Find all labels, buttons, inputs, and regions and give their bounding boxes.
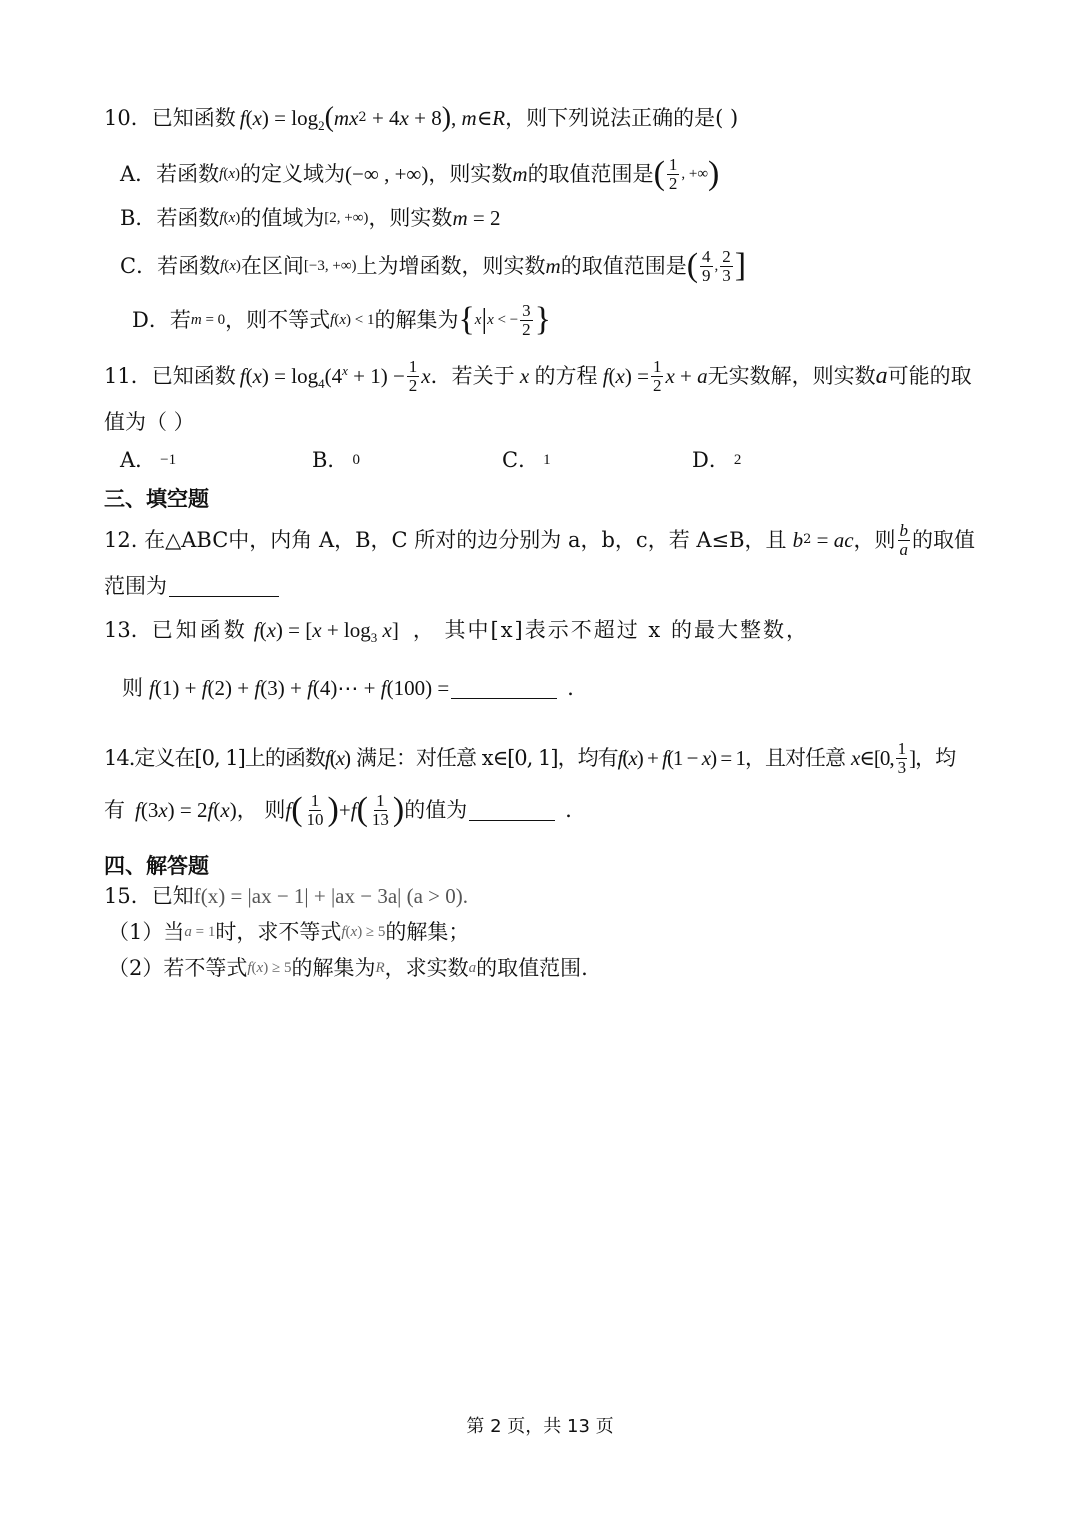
q10-option-b: B． 若函数 f ( x ) 的值域为 [2, +∞) ，则实数 m = 2 xyxy=(120,206,501,230)
section-fill-in: 三、填空题 xyxy=(104,487,209,511)
q14-stem: 14. 定义在[0, 1]上的函数 f ( x ) 满足：对任意 x∈[0, 1]，均有 f ( x ) + f (1 − x ) = 1 ，且对任意 x ∈[0, $\frac{1}{3}$ ] ，均 xyxy=(104,739,956,777)
q15-part1: （1）当 a = 1 时，求不等式 f ( x ) ≥ 5 的解集； xyxy=(108,920,470,944)
q11-option-c: C． 1 xyxy=(502,448,551,472)
q10-option-d: D． 若 m = 0 ，则不等式 f ( x ) < 1 的解集为 { x | x < − $\frac{3}{2}$ } xyxy=(132,301,551,339)
q13-sum: 则 f (1) + f (2) + f (3) + f (4)⋯ + f (100) = ． xyxy=(122,676,589,700)
q13-stem: 13． 已知函数 f ( x ) = [ x + $\log_3$ x ] ， 其中[x]表示不超过 x 的最大整数， xyxy=(104,618,809,646)
q10-option-c: C． 若函数 f ( x ) 在区间 [−3, +∞) 上为增函数，则实数 m 的取值范围是 ( $\frac{4}{9}$ , $\frac{2}{3}$ ] xyxy=(120,247,747,285)
q11-option-d: D． 2 xyxy=(692,448,742,472)
q10-option-a: A． 若函数 f ( x ) 的定义域为 (−∞ , +∞) ，则实数 m 的取值范围是 ( $\frac{1}{2}$ , +∞ ) xyxy=(120,155,720,193)
section-solve: 四、解答题 xyxy=(104,854,209,878)
q11-option-b: B． 0 xyxy=(312,448,360,472)
q10-stem: 10． 已知函数 f ( x ) = $\log_2$ ( mx 2 + 4 x + 8 ) , m ∈ R ，则下列说法正确的是 ( ) xyxy=(104,102,739,133)
q12-answer-blank[interactable] xyxy=(169,576,279,597)
q12-stem: 12. 在△ABC中，内角 A，B，C 所对的边分别为 a，b，c，若 A≤B，且 b 2 = ac ，则 $\frac{b}{a}$ 的取值 xyxy=(104,521,976,559)
q14-answer-blank[interactable] xyxy=(469,800,555,821)
q11-stem: 11． 已知函数 f ( x ) = $\log_4(4^x + 1)$ − $\frac{1}{2}$ x ．若关于 x 的方程 f ( x ) = $\frac{1}{2}$ x + a 无实数解，则实数 a 可能的取 xyxy=(104,357,972,395)
q12-line2: 范围为 xyxy=(104,576,279,597)
q14-line2: 有 f (3 x ) = 2 f ( x ) ， 则 f ( $\frac{1}{10}$ ) + f ( $\frac{1}{13}$ ) 的值为 ． xyxy=(104,791,587,829)
q15-part2: （2）若不等式 f ( x ) ≥ 5 的解集为 R ，求实数 a 的取值范围. xyxy=(108,956,588,980)
q15-stem: 15． 已知 f(x) = |ax − 1| + |ax − 3a| (a > 0). xyxy=(104,884,469,908)
q11-option-a: A． −1 xyxy=(120,448,177,472)
page-footer: 第 2 页，共 13 页 xyxy=(466,1416,614,1437)
q11-stem-cont: 值为（ ） xyxy=(104,410,195,434)
q13-answer-blank[interactable] xyxy=(451,678,557,699)
